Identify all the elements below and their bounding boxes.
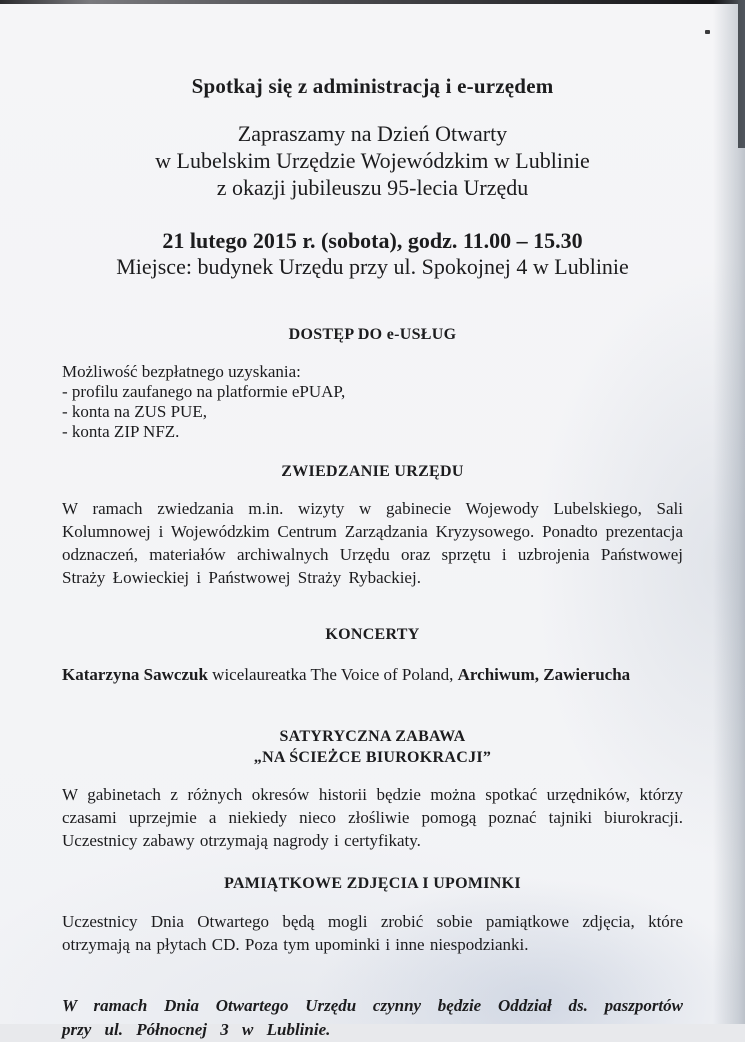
event-datetime: 21 lutego 2015 r. (sobota), godz. 11.00 – 15.30	[162, 228, 583, 253]
footer-note: W ramach Dnia Otwartego Urzędu czynny będzie Oddział ds. paszportów przy ul. Północnej 3 w Lublinie.	[62, 996, 683, 1039]
eservices-intro: Możliwość bezpłatnego uzyskania:	[62, 362, 301, 381]
section-heading-tour: ZWIEDZANIE URZĘDU	[281, 463, 464, 480]
eservices-list	[62, 362, 683, 442]
section-heading-satire	[62, 726, 683, 768]
eservices-item-1: - profilu zaufanego na platformie ePUAP,	[62, 382, 346, 401]
invitation-line-3: z okazji jubileuszu 95-lecia Urzędu	[216, 175, 529, 200]
satire-paragraph: W gabinetach z różnych okresów historii będzie można spotkać urzędników, którzy czasami uprzejmie a niekiedy nieco złośliwie pomogą poznać tajniki biurokracji. Uczestnicy zabawy otrzymają nagrody i certyfikaty.	[62, 785, 683, 850]
eservices-item-3: - konta ZIP NFZ.	[62, 422, 180, 441]
event-details-block	[62, 228, 683, 280]
photos-paragraph: Uczestnicy Dnia Otwartego będą mogli zrobić sobie pamiątkowe zdjęcia, które otrzymają na płytach CD. Poza tym upominki i inne niespodzianki.	[62, 912, 683, 954]
satire-heading-line-1: SATYRYCZNA ZABAWA	[279, 728, 466, 745]
section-heading-photos: PAMIĄTKOWE ZDJĘCIA I UPOMINKI	[224, 875, 521, 892]
event-location: Miejsce: budynek Urzędu przy ul. Spokojnej 4 w Lublinie	[116, 254, 629, 279]
tour-paragraph: W ramach zwiedzania m.in. wizyty w gabinecie Wojewody Lubelskiego, Sali Kolumnowej i Wojewódzkim Centrum Zarządzania Kryzysowego. Ponadto prezentacja odznaczeń, materiałów archiwalnych Urzędu oraz sprzętu i uzbrojenia Państwowej Straży Łowieckiej i Państwowej Straży Rybackiej.	[62, 499, 683, 587]
concert-band-names: Archiwum, Zawierucha	[457, 665, 631, 684]
section-heading-concerts: KONCERTY	[325, 626, 420, 643]
section-heading-eservices: DOSTĘP DO e-USŁUG	[288, 326, 457, 343]
satire-heading-line-2: „NA ŚCIEŻCE BIUROKRACJI”	[253, 749, 492, 766]
concerts-line	[62, 664, 683, 686]
concert-performer-description: wicelaureatka The Voice of Poland,	[207, 665, 458, 684]
invitation-line-2: w Lubelskim Urzędzie Wojewódzkim w Lublinie	[155, 148, 590, 173]
page-title: Spotkaj się z administracją i e-urzędem	[191, 74, 554, 98]
invitation-block	[62, 120, 683, 201]
eservices-item-2: - konta na ZUS PUE,	[62, 402, 207, 421]
invitation-line-1: Zapraszamy na Dzień Otwarty	[237, 121, 508, 146]
concert-performer-name: Katarzyna Sawczuk	[62, 665, 208, 684]
document-content	[62, 0, 683, 1042]
scan-right-shadow-artifact	[713, 0, 745, 1024]
scan-speck	[705, 30, 710, 34]
